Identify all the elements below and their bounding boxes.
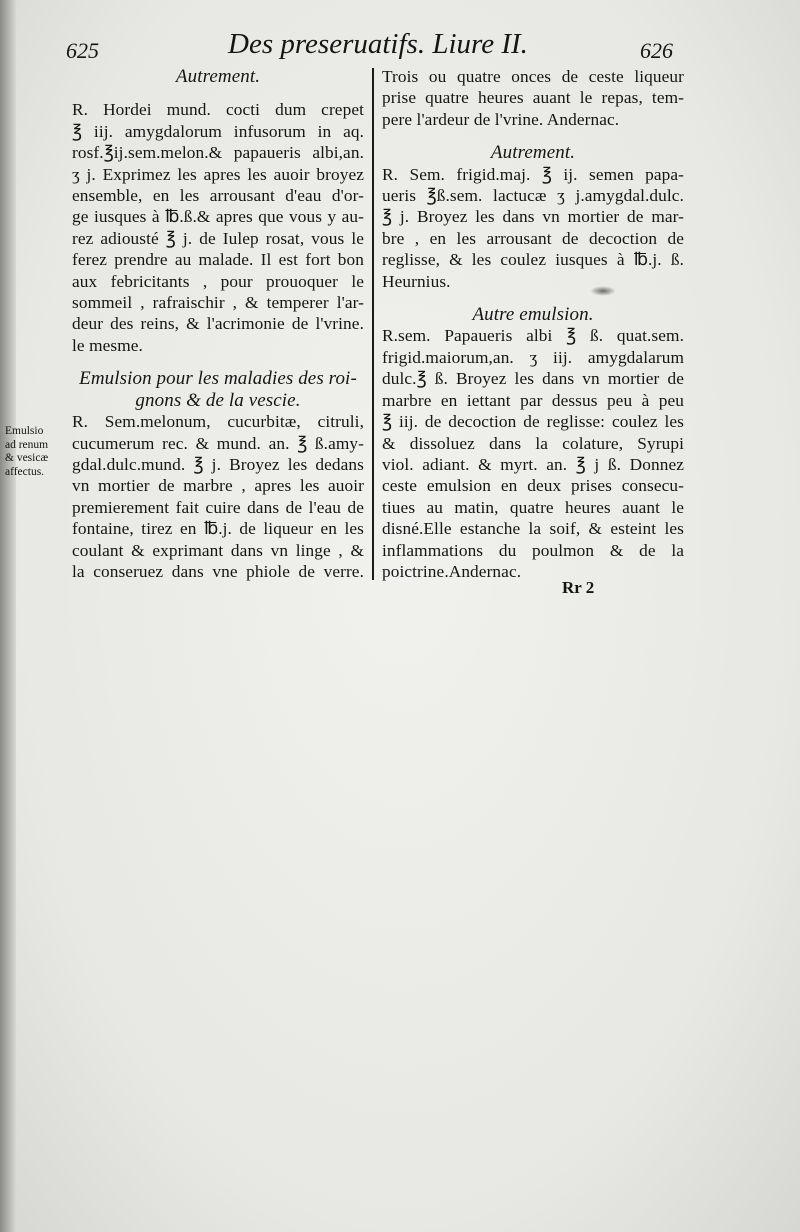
text-line: cucumerum rec. & mund. an. ℥ ß.amy- [72, 433, 364, 453]
text-line: coulant & exprimant dans vn linge , & [72, 540, 364, 560]
text-line: aux febricitants , pour prouoquer le [72, 271, 364, 291]
text-line: Heurnius. [382, 271, 451, 291]
running-title: Des preseruatifs. Liure II. [228, 28, 528, 60]
text-line: inflammations du poulmon & de la [382, 540, 684, 560]
show-through-text [250, 760, 254, 777]
text-line: R. Hordei mund. cocti dum crepet [72, 100, 364, 120]
margin-note [5, 425, 49, 479]
margin-note-line: ad renum [5, 438, 49, 451]
text-line: marbre en iettant par dessus peu à peu [382, 390, 684, 410]
text-line: ge iusques à ℔.ß.& apres que vous y au- [72, 207, 364, 227]
section-heading: Autrement. [175, 66, 261, 87]
text-line: ℥ j. Broyez les dans vn mortier de mar- [382, 207, 684, 227]
column-divider [372, 68, 374, 580]
text-line: rosf.℥ij.sem.melon.& papaueris albi,an. [72, 143, 364, 163]
text-line: ensemble, en les arrousant d'eau d'or- [72, 186, 364, 206]
text-line: tiues au matin, quatre heures auant le [382, 497, 684, 517]
text-line: & dissoluez dans la colature, Syrupi [382, 433, 684, 453]
text-line: dulc.℥ ß. Broyez les dans vn mortier de [382, 369, 684, 389]
margin-note-line: affectus. [5, 465, 45, 478]
section-heading: Autre emulsion. [472, 304, 594, 326]
text-line: prise quatre heures auant le repas, tem- [382, 88, 684, 108]
section-heading: Autrement. [490, 142, 576, 164]
text-line: gdal.dulc.mund. ℥ j. Broyez les dedans [72, 454, 364, 474]
text-line: rez adiousté ℥ j. de Iulep rosat, vous le [72, 228, 364, 248]
text-line: ℥ iij. amygdalorum infusorum in aq. [72, 121, 364, 141]
page-number-right: 626 [640, 38, 673, 63]
section-heading: Emulsion pour les maladies des roi- [79, 368, 357, 390]
text-line: bre , en les arrousant de decoction de [382, 228, 684, 248]
text-line: pere l'ardeur de l'vrine. Andernac. [382, 109, 620, 129]
text-line: ceste emulsion en deux prises consecu- [382, 476, 684, 496]
text-line: ferez prendre au malade. Il est fort bon [72, 250, 364, 270]
text-line: ueris ℥ß.sem. lactucæ ʒ j.amygdal.dulc. [382, 186, 684, 206]
text-line: vn mortier de marbre , apres les auoir [72, 476, 364, 496]
margin-note-line: Emulsio [5, 425, 44, 437]
text-line: la conseruez dans vne phiole de verre. [72, 561, 364, 581]
text-line: le mesme. [72, 335, 143, 355]
text-line: viol. adiant. & myrt. an. ℥ j ß. Donnez [382, 454, 684, 474]
binding-shadow [0, 0, 16, 1232]
page-number-left: 625 [66, 38, 99, 63]
text-line: premierement fait cuire dans de l'eau de [72, 497, 364, 517]
text-line: ʒ j. Exprimez les apres les auoir broyez [72, 164, 364, 184]
text-line: poictrine.Andernac. [382, 561, 522, 581]
text-line: fontaine, tirez en ℔.j. de liqueur en les [72, 519, 364, 539]
margin-note-line: & vesicæ [5, 452, 49, 464]
text-line: R. Sem.melonum, cucurbitæ, citruli, [72, 412, 364, 432]
left-column [72, 66, 364, 582]
text-line: ℥ iij. de decoction de reglisse: coulez les [382, 412, 684, 432]
right-column [382, 66, 684, 582]
text-line: disné.Elle estanche la soif, & esteint les [382, 519, 684, 539]
text-line: frigid.maiorum,an. ʒ iij. amygdalarum [382, 347, 684, 367]
text-line: reglisse, & les coulez iusques à ℔.j. ß. [382, 250, 684, 270]
text-line: Trois ou quatre onces de ceste liqueur [382, 67, 684, 86]
text-line: R. Sem. frigid.maj. ℥ ij. semen papa- [382, 164, 684, 184]
section-heading: gnons & de la vescie. [135, 389, 301, 411]
signature-mark: Rr 2 [562, 578, 595, 597]
text-line: R.sem. Papaueris albi ℥ ß. quat.sem. [382, 326, 684, 346]
text-line: sommeil , rafraischir , & temperer l'ar- [72, 293, 364, 313]
text-line: deur des reins, & l'acrimonie de l'vrine. [72, 314, 364, 334]
